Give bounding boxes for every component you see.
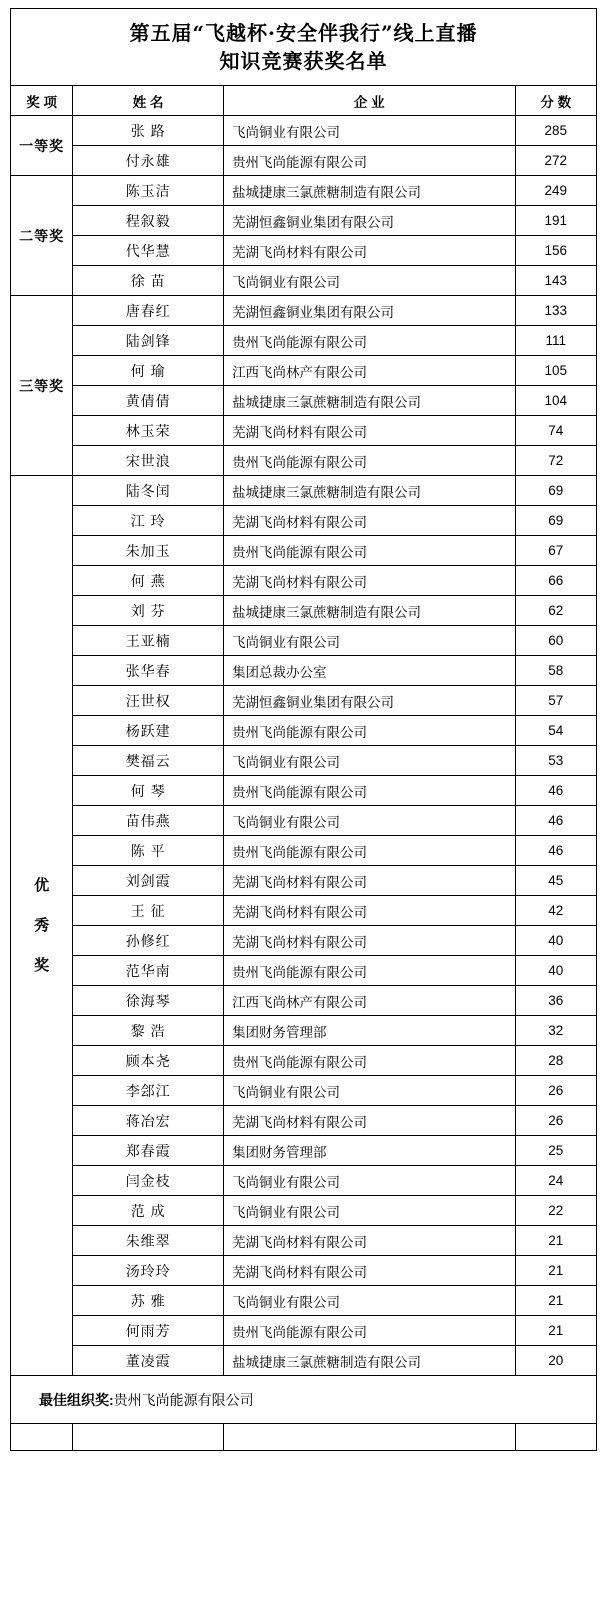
winner-score: 66 — [515, 566, 596, 596]
winner-score: 53 — [515, 746, 596, 776]
winner-score: 105 — [515, 356, 596, 386]
winner-organization: 飞尚铜业有限公司 — [224, 1286, 515, 1316]
winner-name: 董凌霞 — [73, 1346, 224, 1376]
winner-score: 249 — [515, 176, 596, 206]
winner-organization: 芜湖飞尚材料有限公司 — [224, 1106, 515, 1136]
winner-name: 汤玲玲 — [73, 1256, 224, 1286]
table-row — [11, 536, 597, 566]
table-row — [11, 176, 597, 206]
winner-score: 69 — [515, 476, 596, 506]
table-row — [11, 1076, 597, 1106]
award-group-label — [11, 476, 73, 1376]
column-header-score: 分 数 — [515, 86, 596, 116]
winner-organization: 飞尚铜业有限公司 — [224, 1076, 515, 1106]
winner-name: 朱加玉 — [73, 536, 224, 566]
winner-name: 陈 平 — [73, 836, 224, 866]
award-group-label: 一等奖 — [11, 116, 73, 176]
table-row — [11, 1256, 597, 1286]
winner-score: 20 — [515, 1346, 596, 1376]
winner-organization: 芜湖恒鑫铜业集团有限公司 — [224, 206, 515, 236]
winner-score: 57 — [515, 686, 596, 716]
winner-score: 28 — [515, 1046, 596, 1076]
winner-score: 67 — [515, 536, 596, 566]
winner-name: 黄倩倩 — [73, 386, 224, 416]
winner-organization: 贵州飞尚能源有限公司 — [224, 1046, 515, 1076]
tail-cell-org — [224, 1424, 515, 1451]
table-row — [11, 386, 597, 416]
winner-score: 22 — [515, 1196, 596, 1226]
table-row — [11, 656, 597, 686]
winner-organization: 贵州飞尚能源有限公司 — [224, 536, 515, 566]
winner-organization: 集团财务管理部 — [224, 1016, 515, 1046]
winner-score: 40 — [515, 926, 596, 956]
winner-name: 张 路 — [73, 116, 224, 146]
winner-organization: 飞尚铜业有限公司 — [224, 1196, 515, 1226]
winner-organization: 贵州飞尚能源有限公司 — [224, 146, 515, 176]
tail-cell-award — [11, 1424, 73, 1451]
winner-organization: 飞尚铜业有限公司 — [224, 626, 515, 656]
winner-name: 江 玲 — [73, 506, 224, 536]
footer-row — [11, 1376, 597, 1424]
winner-organization: 盐城捷康三氯蔗糖制造有限公司 — [224, 386, 515, 416]
winner-name: 顾本尧 — [73, 1046, 224, 1076]
table-row — [11, 1346, 597, 1376]
winner-name: 林玉荣 — [73, 416, 224, 446]
table-header-row — [11, 86, 597, 116]
award-group-char: 优 — [34, 876, 50, 894]
winner-name: 郑春霞 — [73, 1136, 224, 1166]
table-row — [11, 1016, 597, 1046]
table-row — [11, 686, 597, 716]
winner-organization: 芜湖恒鑫铜业集团有限公司 — [224, 296, 515, 326]
winner-organization: 江西飞尚林产有限公司 — [224, 356, 515, 386]
winner-score: 45 — [515, 866, 596, 896]
winner-score: 21 — [515, 1256, 596, 1286]
winner-score: 156 — [515, 236, 596, 266]
winner-score: 24 — [515, 1166, 596, 1196]
table-row — [11, 476, 597, 506]
winner-name: 何雨芳 — [73, 1316, 224, 1346]
winner-name: 王亚楠 — [73, 626, 224, 656]
title-line-1: 第五届“飞越杯·安全伴我行”线上直播 — [129, 21, 478, 45]
column-header-award: 奖 项 — [11, 86, 73, 116]
winner-score: 26 — [515, 1106, 596, 1136]
winner-organization: 飞尚铜业有限公司 — [224, 1166, 515, 1196]
winner-name: 陆剑锋 — [73, 326, 224, 356]
winner-organization: 贵州飞尚能源有限公司 — [224, 326, 515, 356]
winner-name: 王 征 — [73, 896, 224, 926]
winner-score: 58 — [515, 656, 596, 686]
table-row — [11, 806, 597, 836]
winner-name: 苗伟燕 — [73, 806, 224, 836]
winner-organization: 芜湖飞尚材料有限公司 — [224, 926, 515, 956]
winner-name: 樊福云 — [73, 746, 224, 776]
winner-score: 21 — [515, 1316, 596, 1346]
table-row — [11, 206, 597, 236]
winner-organization: 贵州飞尚能源有限公司 — [224, 1316, 515, 1346]
winner-organization: 盐城捷康三氯蔗糖制造有限公司 — [224, 1346, 515, 1376]
winner-name: 张华春 — [73, 656, 224, 686]
winner-name: 刘剑霞 — [73, 866, 224, 896]
winner-name: 代华慧 — [73, 236, 224, 266]
column-header-name: 姓 名 — [73, 86, 224, 116]
winner-organization: 盐城捷康三氯蔗糖制造有限公司 — [224, 176, 515, 206]
winner-name: 汪世权 — [73, 686, 224, 716]
table-row — [11, 1166, 597, 1196]
winner-score: 40 — [515, 956, 596, 986]
winner-organization: 江西飞尚林产有限公司 — [224, 986, 515, 1016]
award-group-char: 奖 — [34, 956, 50, 974]
table-row — [11, 836, 597, 866]
winner-score: 74 — [515, 416, 596, 446]
winner-organization: 贵州飞尚能源有限公司 — [224, 956, 515, 986]
winner-score: 25 — [515, 1136, 596, 1166]
winner-name: 陈玉洁 — [73, 176, 224, 206]
winner-name: 孙修红 — [73, 926, 224, 956]
table-row — [11, 356, 597, 386]
table-row — [11, 1196, 597, 1226]
table-row — [11, 596, 597, 626]
table-row — [11, 1046, 597, 1076]
winner-name: 何 琴 — [73, 776, 224, 806]
winner-organization: 芜湖飞尚材料有限公司 — [224, 1256, 515, 1286]
winner-name: 何 燕 — [73, 566, 224, 596]
winner-name: 付永雄 — [73, 146, 224, 176]
winner-score: 104 — [515, 386, 596, 416]
winner-score: 60 — [515, 626, 596, 656]
winner-score: 69 — [515, 506, 596, 536]
table-row — [11, 236, 597, 266]
award-list-table — [10, 8, 597, 1451]
winner-name: 杨跃建 — [73, 716, 224, 746]
award-group-char: 秀 — [34, 916, 50, 934]
best-organization-award — [11, 1376, 597, 1424]
winner-organization: 飞尚铜业有限公司 — [224, 806, 515, 836]
winner-name: 苏 雅 — [73, 1286, 224, 1316]
winner-name: 徐 苗 — [73, 266, 224, 296]
table-row — [11, 716, 597, 746]
table-row — [11, 1226, 597, 1256]
winner-organization: 芜湖飞尚材料有限公司 — [224, 416, 515, 446]
winner-name: 徐海琴 — [73, 986, 224, 1016]
table-row — [11, 926, 597, 956]
winner-score: 21 — [515, 1226, 596, 1256]
winner-organization: 集团财务管理部 — [224, 1136, 515, 1166]
table-row — [11, 1136, 597, 1166]
winner-name: 范 成 — [73, 1196, 224, 1226]
winner-organization: 芜湖飞尚材料有限公司 — [224, 866, 515, 896]
table-row — [11, 116, 597, 146]
winner-name: 刘 芬 — [73, 596, 224, 626]
table-row — [11, 506, 597, 536]
winner-organization: 芜湖飞尚材料有限公司 — [224, 566, 515, 596]
winner-organization: 贵州飞尚能源有限公司 — [224, 776, 515, 806]
document-title — [11, 9, 597, 86]
winner-score: 272 — [515, 146, 596, 176]
tail-cell-score — [515, 1424, 596, 1451]
winner-name: 陆冬闰 — [73, 476, 224, 506]
winner-score: 32 — [515, 1016, 596, 1046]
table-body — [11, 9, 597, 1451]
award-group-label: 二等奖 — [11, 176, 73, 296]
winner-name: 蒋冶宏 — [73, 1106, 224, 1136]
winner-score: 72 — [515, 446, 596, 476]
winner-score: 191 — [515, 206, 596, 236]
table-row — [11, 416, 597, 446]
title-row — [11, 9, 597, 86]
column-header-org: 企 业 — [224, 86, 515, 116]
winner-score: 54 — [515, 716, 596, 746]
winner-name: 黎 浩 — [73, 1016, 224, 1046]
table-row — [11, 776, 597, 806]
table-row — [11, 956, 597, 986]
winner-score: 21 — [515, 1286, 596, 1316]
winner-score: 46 — [515, 776, 596, 806]
award-group-label: 三等奖 — [11, 296, 73, 476]
winner-organization: 贵州飞尚能源有限公司 — [224, 446, 515, 476]
winner-score: 46 — [515, 836, 596, 866]
table-row — [11, 1286, 597, 1316]
winner-score: 111 — [515, 326, 596, 356]
winner-score: 46 — [515, 806, 596, 836]
winner-organization: 芜湖恒鑫铜业集团有限公司 — [224, 686, 515, 716]
winner-name: 宋世浪 — [73, 446, 224, 476]
winner-score: 143 — [515, 266, 596, 296]
winner-name: 何 瑜 — [73, 356, 224, 386]
winner-score: 133 — [515, 296, 596, 326]
winner-organization: 芜湖飞尚材料有限公司 — [224, 506, 515, 536]
table-row — [11, 986, 597, 1016]
tail-row — [11, 1424, 597, 1451]
winner-score: 42 — [515, 896, 596, 926]
winner-organization: 芜湖飞尚材料有限公司 — [224, 236, 515, 266]
winner-organization: 飞尚铜业有限公司 — [224, 116, 515, 146]
winner-score: 285 — [515, 116, 596, 146]
best-organization-label: 最佳组织奖: — [39, 1391, 114, 1408]
table-row — [11, 1316, 597, 1346]
winner-organization: 盐城捷康三氯蔗糖制造有限公司 — [224, 596, 515, 626]
winner-score: 36 — [515, 986, 596, 1016]
winner-name: 闫金枝 — [73, 1166, 224, 1196]
winner-organization: 集团总裁办公室 — [224, 656, 515, 686]
table-row — [11, 746, 597, 776]
title-line-2: 知识竞赛获奖名单 — [219, 49, 388, 73]
table-row — [11, 626, 597, 656]
table-row — [11, 146, 597, 176]
winner-name: 程叙毅 — [73, 206, 224, 236]
winner-organization: 芜湖飞尚材料有限公司 — [224, 1226, 515, 1256]
winner-organization: 芜湖飞尚材料有限公司 — [224, 896, 515, 926]
table-row — [11, 446, 597, 476]
table-row — [11, 266, 597, 296]
best-organization-value: 贵州飞尚能源有限公司 — [113, 1391, 254, 1408]
winner-organization: 贵州飞尚能源有限公司 — [224, 716, 515, 746]
winner-name: 唐春红 — [73, 296, 224, 326]
winner-score: 26 — [515, 1076, 596, 1106]
table-row — [11, 1106, 597, 1136]
table-row — [11, 326, 597, 356]
winner-name: 朱维翠 — [73, 1226, 224, 1256]
winner-organization: 飞尚铜业有限公司 — [224, 746, 515, 776]
winner-name: 李郐江 — [73, 1076, 224, 1106]
winner-name: 范华南 — [73, 956, 224, 986]
winner-organization: 盐城捷康三氯蔗糖制造有限公司 — [224, 476, 515, 506]
winner-score: 62 — [515, 596, 596, 626]
table-row — [11, 866, 597, 896]
table-row — [11, 896, 597, 926]
table-row — [11, 296, 597, 326]
tail-cell-name — [73, 1424, 224, 1451]
winner-organization: 飞尚铜业有限公司 — [224, 266, 515, 296]
winner-organization: 贵州飞尚能源有限公司 — [224, 836, 515, 866]
document-page — [0, 8, 607, 1605]
table-row — [11, 566, 597, 596]
